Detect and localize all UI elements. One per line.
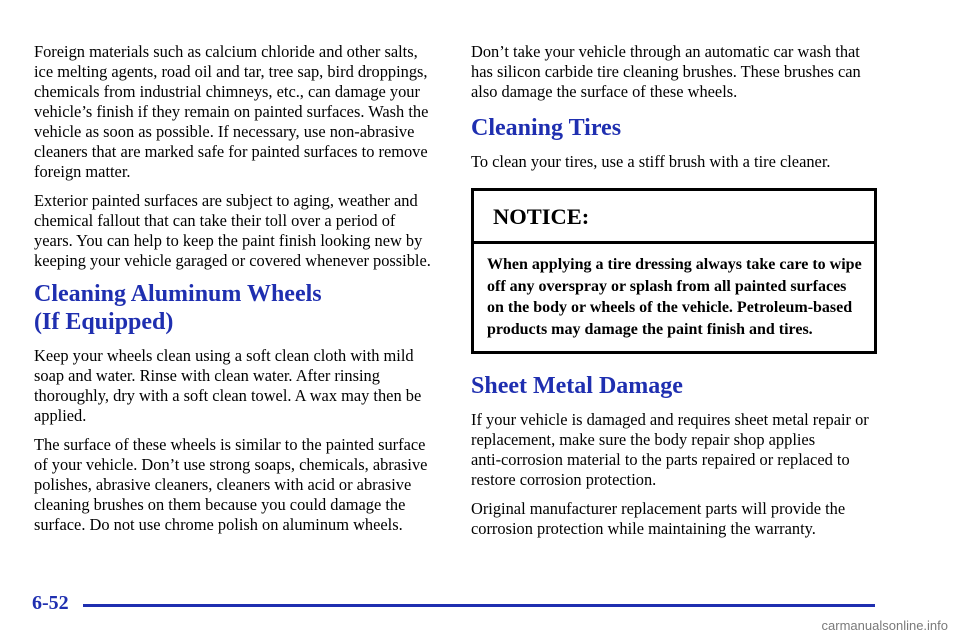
notice-box bbox=[471, 188, 877, 354]
heading-cleaning-aluminum-wheels bbox=[34, 280, 436, 336]
page-number: 6-52 bbox=[32, 592, 69, 614]
heading-cleaning-tires: Cleaning Tires bbox=[471, 115, 622, 141]
watermark-text: carmanualsonline.info bbox=[821, 618, 948, 633]
paragraph-car-wash: Don’t take your vehicle through an automatic car wash that has silicon carbide tire cleaning brushes. These brushes can also damage the surface of these wheels. bbox=[471, 42, 861, 101]
heading-wheels-line2: (If Equipped) bbox=[34, 309, 174, 335]
paragraph-foreign-materials: Foreign materials such as calcium chloride and other salts, ice melting agents, road oil and tar, tree sap, bird droppings, chemicals from industrial chimneys, etc., can damage your vehicle’s finish if they remain on painted surfaces. Wash the vehicle as soon as possible. If necessary, use non‑abrasive cleaners that are marked safe for painted surfaces to remove foreign matter. bbox=[34, 42, 429, 181]
paragraph-exterior-surfaces: Exterior painted surfaces are subject to aging, weather and chemical fallout that can take their toll over a period of years. You can help to keep the paint finish looking new by keeping your vehicle garaged or covered whenever possible. bbox=[34, 191, 431, 270]
paragraph-keep-wheels-clean: Keep your wheels clean using a soft clean cloth with mild soap and water. Rinse with clean water. After rinsing thoroughly, dry with a soft clean towel. A wax may then be applied. bbox=[34, 346, 422, 425]
paragraph-replacement-parts: Original manufacturer replacement parts will provide the corrosion protection while maintaining the warranty. bbox=[471, 499, 846, 538]
footer-rule bbox=[83, 604, 875, 607]
notice-title: NOTICE: bbox=[474, 191, 874, 244]
paragraph-sheet-metal-repair: If your vehicle is damaged and requires sheet metal repair or replacement, make sure the body repair shop applies anti‑corrosion material to the parts repaired or replaced to restore corrosion protection. bbox=[471, 410, 869, 489]
heading-wheels-line1: Cleaning Aluminum Wheels bbox=[34, 281, 322, 307]
left-column bbox=[34, 42, 436, 544]
paragraph-wheel-surface: The surface of these wheels is similar to the painted surface of your vehicle. Don’t use strong soaps, chemicals, abrasive polishes, abrasive cleaners, cleaners with acid or abrasive cleaning brushes on them because you could damage the surface. Do not use chrome polish on aluminum wheels. bbox=[34, 435, 428, 534]
right-column bbox=[471, 42, 877, 548]
paragraph-clean-tires: To clean your tires, use a stiff brush with a tire cleaner. bbox=[471, 152, 831, 171]
notice-body: When applying a tire dressing always take care to wipe off any overspray or splash from all painted surfaces on the body or wheels of the vehicle. Petroleum‑based products may damage the paint finish and tires. bbox=[487, 256, 862, 338]
heading-sheet-metal-damage: Sheet Metal Damage bbox=[471, 373, 683, 399]
